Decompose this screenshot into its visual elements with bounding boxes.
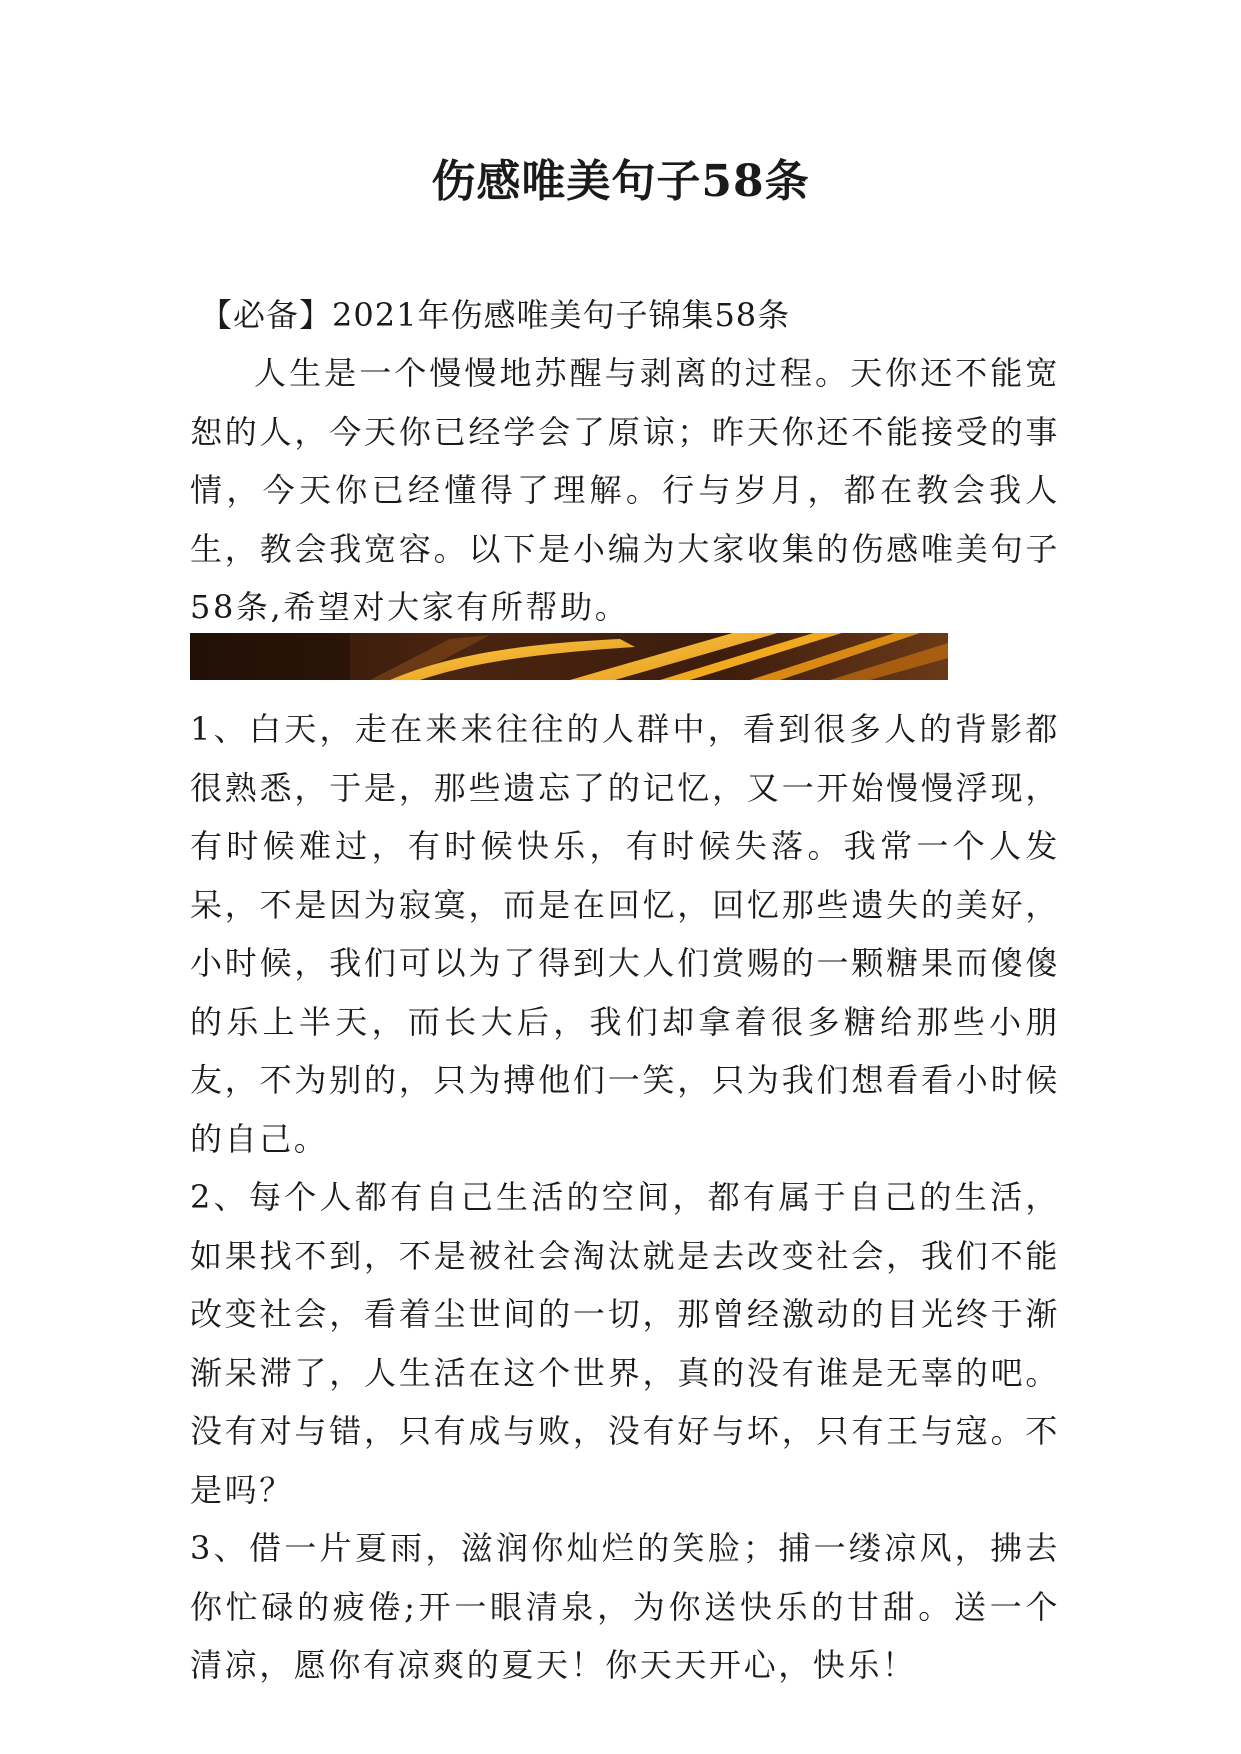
sentence-item-3: 3、借一片夏雨，滋润你灿烂的笑脸；捕一缕凉风，拂去你忙碌的疲倦;开一眼清泉，为你送快乐的甘甜。送一个清凉，愿你有凉爽的夏天！你天天开心，快乐！ [190,1529,1060,1684]
sentence-list [190,700,1060,1695]
decorative-banner-image [190,633,948,680]
intro-paragraph: 人生是一个慢慢地苏醒与剥离的过程。天你还不能宽恕的人，今天你已经学会了原谅；昨天你还不能接受的事情，今天你已经懂得了理解。行与岁月，都在教会我人生，教会我宽容。以下是小编为大家收集的伤感唯美句子58条,希望对大家有所帮助。 [190,354,1060,626]
sentence-item-2: 2、每个人都有自己生活的空间，都有属于自己的生活，如果找不到，不是被社会淘汰就是去改变社会，我们不能改变社会，看着尘世间的一切，那曾经激动的目光终于渐渐呆滞了，人生活在这个世界，真的没有谁是无辜的吧。没有对与错，只有成与败，没有好与坏，只有王与寇。不是吗？ [190,1178,1060,1509]
sentence-item-1: 1、白天，走在来来往往的人群中，看到很多人的背影都很熟悉，于是，那些遗忘了的记忆，又一开始慢慢浮现，有时候难过，有时候快乐，有时候失落。我常一个人发呆，不是因为寂寞，而是在回忆，回忆那些遗失的美好，小时候，我们可以为了得到大人们赏赐的一颗糖果而傻傻的乐上半天，而长大后，我们却拿着很多糖给那些小朋友，不为别的，只为搏他们一笑，只为我们想看看小时候的自己。 [190,710,1060,1158]
document-title: 伤感唯美句子58条 [431,156,810,207]
document-subtitle: 【必备】2021年伤感唯美句子锦集58条 [200,296,791,334]
